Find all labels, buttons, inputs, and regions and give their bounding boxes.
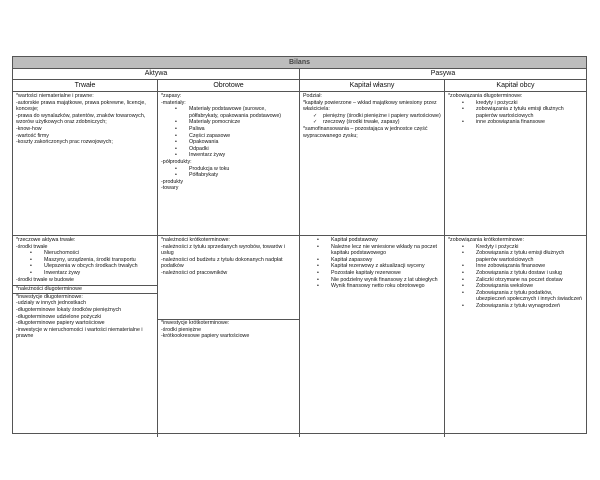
list-item: *zapasy: [161,93,182,99]
list-item: -produkty [161,178,184,185]
column-header-kapital-obcy: Kapitał obcy [496,82,535,89]
list-item: -należności od pracowników [161,269,228,276]
list-item: • Materiały podstawowe (surowce, półfabrykaty, opakowania podstawowe) [161,106,296,119]
list-item: • zobowiązania z tytułu emisji dłużnych papierów wartościowych [448,106,583,119]
list-item: • Zobowiązania wekslowe [448,283,583,290]
list-item: *wartości niematerialne i prawne: [16,93,94,99]
list-item: *samofinansowania – pozostająca w jednostce część wypracowanego zysku; [303,125,428,139]
column-header-row [13,80,586,92]
list-item: -towary [161,185,179,192]
column-header-obrotowe: Obrotowe [158,80,300,91]
list-item: • Kapitał rezerwowy z aktualizacji wyceny [303,263,441,270]
list-item: -autorskie prawa majątkowe, prawa pokrewne, licencje, koncesje; [16,99,146,113]
list-item: • Nie podzielny wynik finansowy z lat ubiegłych [303,277,441,284]
list-item: • kredyty i pożyczki [448,100,583,107]
list-item: • Zobowiązania z tytułu emisji dłużnych papierów wartościowych [448,250,583,263]
group-pasywa: Pasywa [430,70,456,77]
list-item: • Zobowiązania z tytułu wynagrodzeń [448,303,583,310]
list-item: *należności długoterminowe [13,285,157,293]
list-item: *rzeczowe aktywa trwałe: [16,237,76,243]
list-item: -inwestycje w nieruchomości i wartości niematerialne i prawne [16,326,143,340]
table-title: Bilans [13,57,586,69]
list-item: -materiały: [161,99,186,106]
list-item: • Ulepszenia w obcych środkach trwałych [16,263,154,270]
list-item: -długoterminowe lokaty środków pieniężnych [16,306,122,313]
inwestycje-dlugoterminowe [13,293,157,340]
list-item: • Odpadki [161,146,296,153]
list-item: -know-how [16,125,42,132]
cell-obrotowe-1 [158,92,300,235]
list-item: • inne zobowiązania finansowe [448,119,583,126]
list-item: -należności od budżetu z tytułu dokonanych nadpłat podatków [161,256,283,270]
list-item: -koszty zakończonych prac rozwojowych; [16,139,113,146]
list-item: • Wynik finansowy netto roku obrotowego [303,283,441,290]
list-item: ✓ rzeczowy (środki trwałe, zapasy) [303,119,441,126]
table-row [13,236,586,437]
cell-kapital-wlasny-2 [300,236,445,437]
column-header-trwale: Trwałe [13,80,158,91]
list-item: • Paliwa [161,126,296,133]
list-item: ✓ pieniężny (środki pieniężne i papiery wartościowe) [303,113,441,120]
group-header-row [13,69,586,80]
list-item: • Kredyty i pożyczki [448,244,583,251]
inwestycje-krotkoterminowe [158,319,299,340]
list-item: -długoterminowe papiery wartościowe [16,320,105,327]
group-aktywa: Aktywa [13,69,300,79]
list-item: -wartość firmy [16,132,49,139]
naleznosci-krotkoterminowe [161,237,296,317]
list-item: *inwestycje krótkoterminowe: [161,320,230,326]
list-item: -udziały w innych jednostkach [16,300,87,307]
cell-kapital-obcy-1 [445,92,586,235]
list-item: • Należne lecz nie wniesione wkłady na poczet kapitału podstawowego [303,244,441,257]
list-item: -środki pieniężne [161,326,202,333]
list-item: -długoterminowe udzielone pożyczki [16,313,102,320]
list-item: *zobowiązania długoterminowe: [448,93,523,99]
list-item: • Maszyny, urządzenia, środki transportu [16,257,154,264]
table-row [13,92,586,236]
list-item: • Zobowiązania z tytułu podatków, ubezpieczeń społecznych i innych świadczeń [448,290,583,303]
cell-kapital-obcy-2 [445,236,586,437]
list-item: • Produkcja w toku [161,166,296,173]
list-item: *inwestycje długoterminowe: [16,293,83,300]
list-item: • Materiały pomocnicze [161,119,296,126]
list-item: • Półfabrykaty [161,172,296,179]
list-item: • Nieruchomości [16,250,154,257]
list-item: -prawa do wynalazków, patentów, znaków towarowych, wzorów użytkowych oraz zdobniczych; [16,112,146,126]
column-header-kapital-wlasny: Kapitał własny [300,80,445,91]
cell-trwale-1 [13,92,158,235]
list-item: • Zobowiązania z tytułu dostaw i usług [448,270,583,277]
list-item: Podział: [303,93,322,99]
list-item: • Pozostałe kapitały rezerwowe [303,270,441,277]
list-item: *należności krótkoterminowe: [161,237,230,243]
list-item: • Kapitał zapasowy [303,257,441,264]
list-item: • Części zapasowe [161,133,296,140]
list-item: • Inwentarz żywy [16,270,154,277]
list-item: -krótkookresowe papiery wartościowe [161,333,250,340]
list-item: • Opakowania [161,139,296,146]
cell-obrotowe-2 [158,236,300,437]
list-item: • Inne zobowiązania finansowe [448,263,583,270]
list-item: • Zaliczki otrzymane na poczet dostaw [448,277,583,284]
list-item: • Kapitał podstawowy [303,237,441,244]
list-item: • Inwentarz żywy [161,152,296,159]
list-item: -środki trwałe [16,243,48,250]
cell-kapital-wlasny-1 [300,92,445,235]
list-item: -środki trwałe w budowie [16,276,74,283]
cell-trwale-2 [13,236,158,437]
balance-sheet-table [12,56,587,434]
list-item: -należności z tytułu sprzedanych wyrobów, towarów i usług [161,243,285,257]
list-item: *kapitały powierzone – wkład majątkowy wniesiony przez właściciela: [303,99,437,113]
list-item: *zobowiązania krótkoterminowe: [448,237,524,243]
list-item: -półprodukty: [161,158,192,165]
